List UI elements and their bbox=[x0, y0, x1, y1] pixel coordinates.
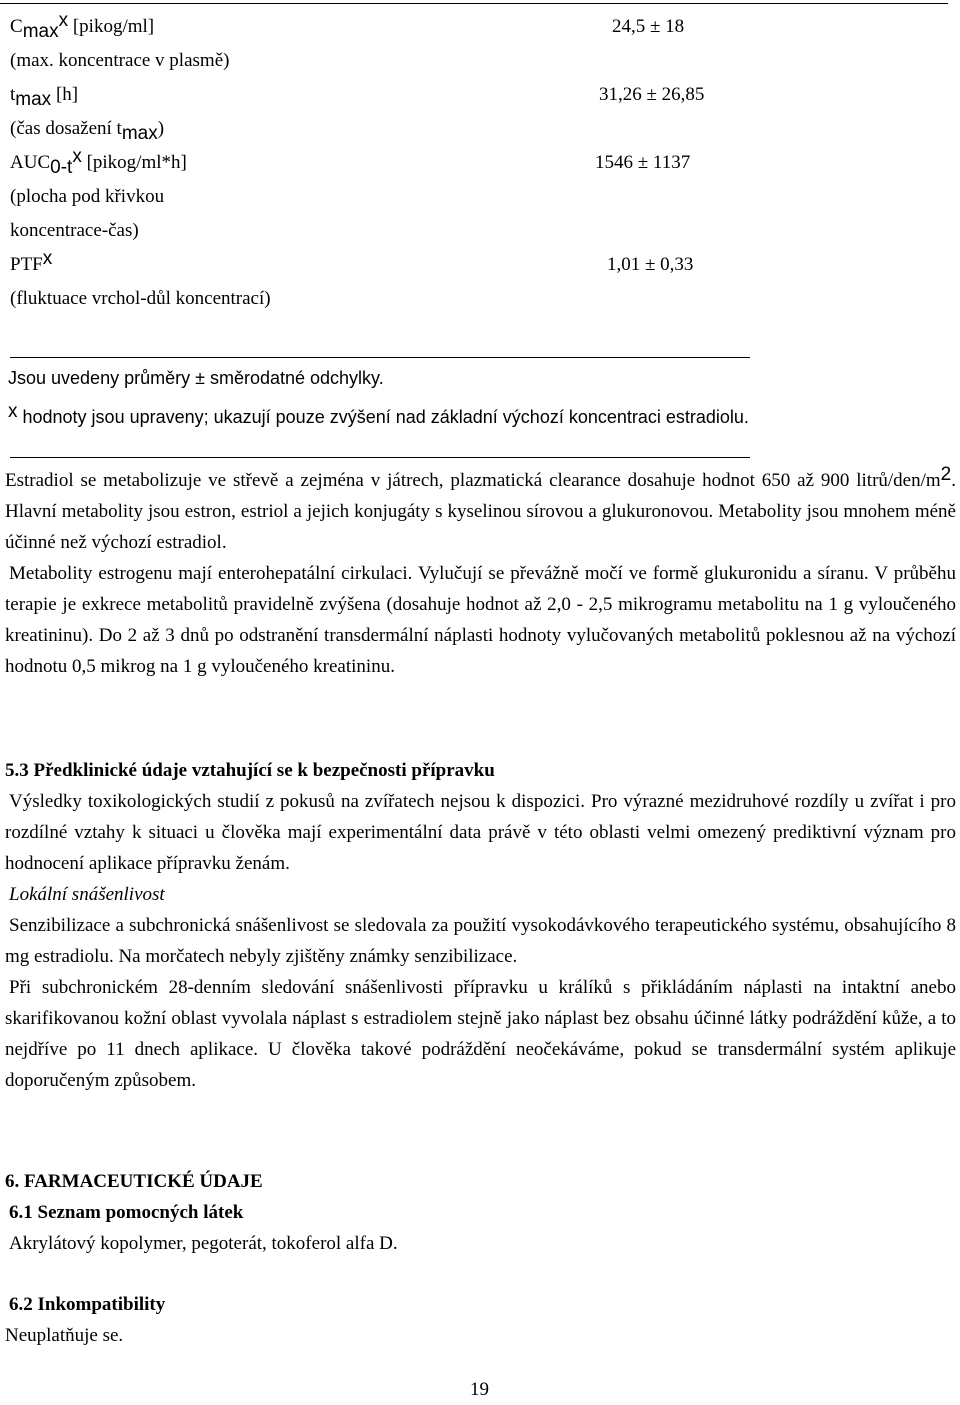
paragraph: Metabolity estrogenu mají enterohepatální cirkulaci. Vylučují se převážně močí ve formě glukuronidu a síranu. V průběhu terapie je exkrece metabolitů pravidelně zvýšena (dosahuje hodnot až 2,0 - 2,5 mikrogramu metabolitu na 1 g vyloučeného kreatininu). Do 2 až 3 dnů po odstranění transdermální náplasti hodnoty vylučovaných metabolitů poklesnou až na výchozí hodnotu 0,5 mikrog na 1 g vyloučeného kreatininu. bbox=[5, 563, 956, 677]
param-description: koncentrace-čas) bbox=[10, 220, 139, 241]
divider bbox=[10, 357, 750, 358]
spacer bbox=[5, 1259, 956, 1289]
page-number: 19 bbox=[470, 1379, 489, 1400]
param-name: AUC0-tx [pikog/ml*h] bbox=[10, 146, 187, 178]
param-value: 1546 ± 1137 bbox=[595, 152, 691, 173]
paragraph: Akrylátový kopolymer, pegoterát, tokoferol alfa D. bbox=[9, 1233, 398, 1254]
paragraph: Při subchronickém 28-denním sledování snášenlivosti přípravku u králíků s přikládáním náplasti na intaktní anebo skarifikovanou kožní oblast vyvolala náplast s estradiolem stejně jako náplast bez obsahu účinné látky podráždění kůže, a to nejdříve po 11 dnech aplikace. U člověka takové podráždění neočekáváme, pokud se transdermální systém aplikuje doporučeným způsobem. bbox=[5, 977, 956, 1091]
section-heading: 5.3 Předklinické údaje vztahující se k bezpečnosti přípravku bbox=[5, 760, 495, 781]
section-5-3 bbox=[5, 755, 956, 1096]
param-name: Cmaxx [pikog/ml] bbox=[10, 10, 155, 42]
table-note: Jsou uvedeny průměry ± směrodatné odchylky. bbox=[8, 368, 384, 388]
table-row bbox=[10, 146, 770, 248]
subsection-heading: Lokální snášenlivost bbox=[9, 884, 165, 905]
param-description: (čas dosažení tmax) bbox=[10, 118, 165, 144]
table-row bbox=[10, 248, 770, 316]
param-name: PTFx bbox=[10, 248, 53, 275]
top-rule bbox=[0, 3, 948, 4]
table-row bbox=[10, 10, 770, 78]
section-6 bbox=[5, 1166, 956, 1351]
paragraph: Senzibilizace a subchronická snášenlivost se sledovala za použití vysokodávkového terapeutického systému, obsahujícího 8 mg estradiolu. Na morčatech nebyly zjištěny známky senzibilizace. bbox=[5, 915, 956, 967]
subsection-heading: 6.2 Inkompatibility bbox=[9, 1294, 166, 1315]
paragraph: Neuplatňuje se. bbox=[5, 1325, 124, 1346]
table-row bbox=[10, 78, 770, 146]
paragraph: Estradiol se metabolizuje ve střevě a zejména v játrech, plazmatická clearance dosahuje hodnot 650 až 900 litrů/den/m2. Hlavní metabolity jsou estron, estriol a jejich konjugáty s kyselinou sírovou a glukuronovou. Metabolity jsou mnohem méně účinné než výchozí estradiol. bbox=[5, 464, 956, 553]
paragraph: Výsledky toxikologických studií z pokusů na zvířatech nejsou k dispozici. Pro výrazné mezidruhové rozdíly u zvířat i pro rozdílné vztahy k situaci u člověka mají experimentální data právě v této oblasti velmi omezený prediktivní význam pro hodnocení aplikace přípravku ženám. bbox=[5, 791, 956, 874]
param-value: 24,5 ± 18 bbox=[612, 16, 685, 37]
table-note: x hodnoty jsou upraveny; ukazují pouze zvýšení nad základní výchozí koncentraci estradiolu. bbox=[8, 401, 749, 427]
subsection-heading: 6.1 Seznam pomocných látek bbox=[9, 1202, 244, 1223]
metabolism-section bbox=[5, 465, 956, 682]
section-heading: 6. FARMACEUTICKÉ ÚDAJE bbox=[5, 1171, 263, 1192]
param-description: (plocha pod křivkou bbox=[10, 186, 165, 207]
divider bbox=[10, 457, 750, 458]
param-value: 31,26 ± 26,85 bbox=[599, 84, 705, 105]
param-description: (max. koncentrace v plasmě) bbox=[10, 50, 230, 71]
param-value: 1,01 ± 0,33 bbox=[607, 254, 694, 275]
param-description: (fluktuace vrchol-důl koncentrací) bbox=[10, 288, 271, 309]
pk-parameter-table bbox=[10, 10, 770, 316]
param-name: tmax [h] bbox=[10, 84, 79, 110]
